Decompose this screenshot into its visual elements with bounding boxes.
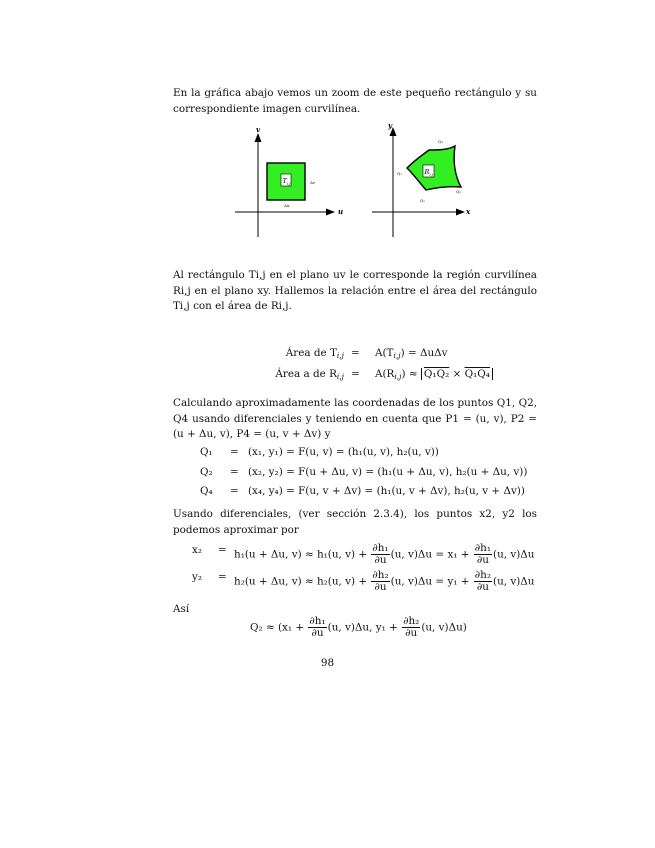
- paper-page: En la gráfica abajo vemos un zoom de este pequeño rectángulo y su correspondiente imagen curvilínea. v u T i,j Δv Δu y x R i,j Q₁ Q₂ Q₃ Q₄ Al rectángulo Ti,j en el plano uv le corresponde la región curvilínea Ri,j en el plano xy. Hallemos la relación entre el área del rectángulo Ti,j con el área de Ri,j. Área de $T_{i,j}$ = $A(T_{i,j}) = \Delta u\Delta v$ Área a de $R_{i,j}$ = $A(R_{i,j}) \approx Q_1Q_2 \times Q_1Q_4$ Calculando aproximadamente las coordenadas de los puntos Q1, Q2, Q4 usando diferenciales y teniendo en cuenta que P1 = (u, v), P2 = (u + Δu, v), P4 = (u, v + Δv) y Q₁ = (x₁, y₁) = F(u, v) = (h₁(u, v), h₂(u, v)) Q₂ = (x₂, y₂) = F(u + Δu, v) = (h₁(u + Δu, v), h₂(u + Δu, v)) Q₄ = (x₄, y₄) = F(u, v + Δv) = (h₁(u, v + Δv), h₂(u, v + Δv)) Usando diferenciales, (ver sección 2.3.4), los puntos x2, y2 los podemos aproximar por x₂ = h₁(u + Δu, v) ≈ h₁(u, v) + $\frac{\text{∂h₁}}{\partial u}$ (u, v)Δu = x₁ + $\frac{\text{∂h₁}}{\partial u}$ (u, v)Δu y₂ = h₂(u + Δu, v) ≈ h₂(u, v) + $\frac{\text{∂h₂}}{\partial u}$ (u, v)Δu = y₁ + $\frac{\text{∂h₂}}{\partial u}$ (u, v)Δu Así Q₂ ≈ (x₁ + $\frac{\text{∂h₁}}{\partial u}$ (u, v)Δu, y₁ + $\frac{\text{∂h₂}}{\partial u}$ (u, v)Δu) 98: [0, 0, 655, 848]
- final-eq-c: (u, v)Δu): [421, 621, 467, 634]
- page-number: 98: [320, 657, 335, 669]
- q-eq-row-2: Q₂ = (x₂, y₂) = F(u + Δu, v) = (h₁(u + Δu, v), h₂(u + Δu, v)): [200, 465, 213, 481]
- paragraph-correspondence: Al rectángulo Ti,j en el plano uv le corresponde la región curvilínea Ri,j en el plano xy. Hallemos la relación entre el área del rectángulo Ti,j con el área de Ri,j.: [173, 269, 537, 312]
- final-eq-b: (u, v)Δu, y₁ +: [327, 621, 398, 634]
- R-label: R: [424, 168, 430, 176]
- diff-eq-row2-frac2: $\frac{\text{∂h₂}}{\partial u}$: [474, 569, 492, 593]
- v-axis-arrow-icon: [255, 133, 262, 142]
- paragraph-intro: En la gráfica abajo vemos un zoom de este pequeño rectángulo y su correspondiente imagen curvilínea.: [173, 87, 537, 115]
- area-eq-row2-rhs: A(R: [375, 368, 395, 380]
- area-eq-row1-rhs-tail: ) = ΔuΔv: [400, 347, 448, 359]
- x-axis-label: x: [466, 207, 471, 216]
- q-eq-row-1: Q₁ = (x₁, y₁) = F(u, v) = (h₁(u, v), h₂(u, v)): [200, 445, 213, 461]
- diff-eq-row-2: y₂ = h₂(u + Δu, v) ≈ h₂(u, v) + $\frac{\text{∂h₂}}{\partial u}$ (u, v)Δu = y₁ + $\frac{\text{∂h₂}}{\partial u}$ (u, v)Δu: [192, 569, 535, 593]
- area-eq-row2-rhs-tail: ) ≈: [401, 368, 418, 380]
- final-eq-a: Q₂ ≈ (x₁ +: [250, 621, 305, 634]
- paragraph-approximation: Usando diferenciales, (ver sección 2.3.4), los puntos x2, y2 los podemos aproximar por: [173, 508, 537, 536]
- x-axis-arrow-icon: [456, 209, 465, 216]
- diff-eq-row1-frac2: $\frac{\text{∂h₁}}{\partial u}$: [474, 542, 492, 566]
- diff-eq-row2-frac1: $\frac{\text{∂h₂}}{\partial u}$: [372, 569, 389, 593]
- area-eq-row1-rhs-sub: i,j: [393, 351, 401, 360]
- q-eq-row2-rhs: (x₂, y₂) = F(u + Δu, v) = (h₁(u + Δu, v), h₂(u + Δu, v)): [248, 466, 528, 478]
- left-plot: [235, 125, 343, 237]
- area-eq-row1-rhs: A(T: [375, 347, 394, 359]
- v-axis-label: v: [256, 125, 261, 134]
- area-eq-row2-rhs-sub: i,j: [394, 372, 402, 381]
- diff-eq-row2-a: h₂(u + Δu, v) ≈ h₂(u, v) +: [234, 575, 368, 588]
- T-label-sub: i,j: [287, 182, 291, 186]
- q-eq-row2-lhs: Q₂: [200, 466, 213, 478]
- diff-eq-row2-lhs: y₂: [192, 571, 203, 583]
- delta-u-label: Δu: [284, 203, 290, 208]
- diff-eq-row1-b: (u, v)Δu = x₁ +: [390, 548, 470, 561]
- vector-Q1Q4: Q₁Q₄: [464, 368, 490, 380]
- area-eq-row2-lhs: Área a de R: [275, 368, 337, 380]
- diff-eq-row1-c: (u, v)Δu: [493, 548, 535, 561]
- area-eq-row2-lhs-sub: i,j: [336, 372, 344, 381]
- paragraph-asi: Así: [173, 603, 190, 615]
- cross-symbol: ×: [452, 368, 462, 380]
- Q2-label: Q₂: [420, 198, 425, 203]
- area-eq-row1-lhs-sub: i,j: [336, 351, 344, 360]
- u-axis-label: u: [338, 207, 344, 216]
- vector-Q1Q2: Q₁Q₂: [423, 368, 450, 380]
- diff-eq-row2-b: (u, v)Δu = y₁ +: [390, 575, 470, 588]
- q-eq-row1-rhs: (x₁, y₁) = F(u, v) = (h₁(u, v), h₂(u, v)): [248, 446, 439, 458]
- q-eq-row1-lhs: Q₁: [200, 446, 213, 458]
- diff-eq-row1-a: h₁(u + Δu, v) ≈ h₁(u, v) +: [234, 548, 368, 561]
- q-eq-row3-lhs: Q₄: [200, 485, 213, 497]
- delta-v-label: Δv: [310, 180, 316, 185]
- Q4-label: Q₄: [438, 139, 443, 144]
- final-eq: [250, 616, 467, 639]
- Q1-label: Q₁: [397, 171, 402, 176]
- final-eq-frac2: $\frac{\text{∂h₂}}{\partial u}$: [403, 615, 420, 639]
- paragraph-differentials: Calculando aproximadamente las coordenadas de los puntos Q1, Q2, Q4 usando diferenciales y teniendo en cuenta que P1 = (u, v), P2 = (u + Δu, v), P4 = (u, v + Δv) y: [173, 397, 537, 440]
- u-axis-arrow-icon: [326, 209, 335, 216]
- final-eq-frac1: $\frac{\text{∂h₁}}{\partial u}$: [309, 615, 326, 639]
- area-eq-row1-lhs: Área de T: [285, 347, 337, 359]
- y-axis-label: y: [388, 121, 393, 130]
- T-label: T: [282, 177, 287, 185]
- diff-eq-row2-c: (u, v)Δu: [493, 575, 535, 588]
- cross-product-norm: [421, 368, 493, 380]
- diff-eq-row1-frac1: $\frac{\text{∂h₁}}{\partial u}$: [372, 542, 389, 566]
- diff-eq-row1-lhs: x₂: [192, 544, 203, 556]
- right-plot: [372, 121, 471, 237]
- q-eq-row3-rhs: (x₄, y₄) = F(u, v + Δv) = (h₁(u, v + Δv), h₂(u, v + Δv)): [248, 485, 525, 497]
- Q3-label: Q₃: [456, 189, 461, 194]
- R-label-sub: i,j: [429, 173, 433, 177]
- diff-eq-row-1: x₂ = h₁(u + Δu, v) ≈ h₁(u, v) + $\frac{\text{∂h₁}}{\partial u}$ (u, v)Δu = x₁ + $\frac{\text{∂h₁}}{\partial u}$ (u, v)Δu: [192, 542, 535, 566]
- q-eq-row-3: Q₄ = (x₄, y₄) = F(u, v + Δv) = (h₁(u, v + Δv), h₂(u, v + Δv)): [200, 484, 213, 500]
